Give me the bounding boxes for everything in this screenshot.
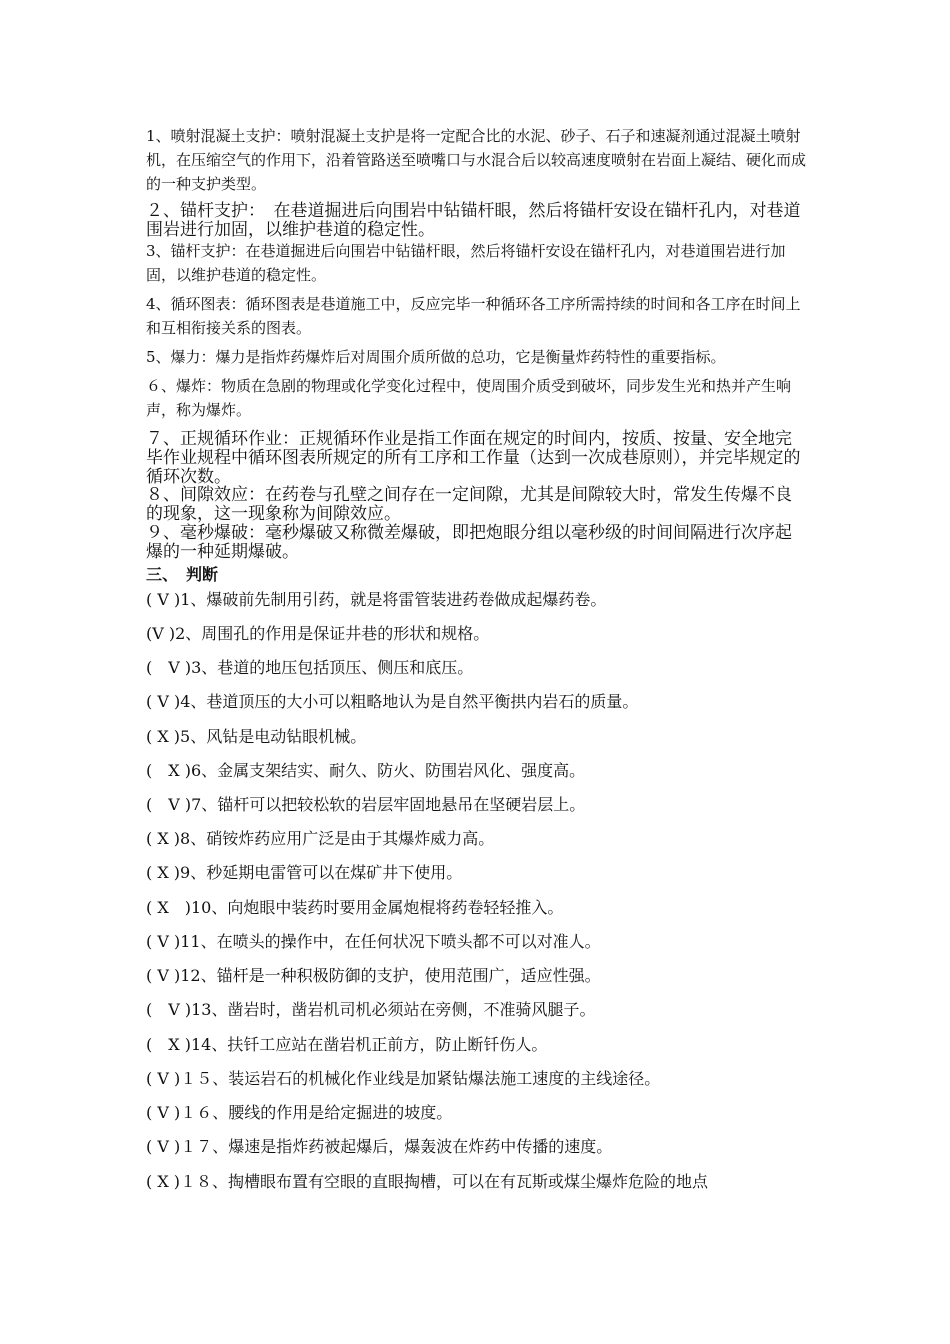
judgment-item: ( X )14、扶钎工应站在凿岩机正前方，防止断钎伤人。 bbox=[146, 1035, 548, 1054]
definition-1: 1、喷射混凝土支护：喷射混凝土支护是将一定配合比的水泥、砂子、石子和速凝剂通过混凝土喷射机，在压缩空气的作用下，沿着管路送至喷嘴口与水混合后以较高速度喷射在岩面上凝结、硬化而成的一种支护类型。 bbox=[146, 127, 807, 193]
judgment-item: ( V )13、凿岩时，凿岩机司机必须站在旁侧，不准骑风腿子。 bbox=[146, 1000, 596, 1019]
judgment-item: ( V )1、爆破前先制用引药，就是将雷管装进药卷做成起爆药卷。 bbox=[146, 590, 607, 609]
section-heading: 三、 判断 bbox=[146, 565, 219, 584]
definition-3: 3、锚杆支护：在巷道掘进后向围岩中钻锚杆眼，然后将锚杆安设在锚杆孔内，对巷道围岩进行加固，以维护巷道的稳定性。 bbox=[146, 242, 786, 284]
definition-4: 4、循环图表：循环图表是巷道施工中，反应完毕一种循环各工序所需持续的时间和各工序在时间上和互相衔接关系的图表。 bbox=[146, 295, 801, 337]
judgment-item: ( V )１７、爆速是指炸药被起爆后，爆轰波在炸药中传播的速度。 bbox=[146, 1137, 613, 1156]
definition-2: ２、锚杆支护： 在巷道掘进后向围岩中钻锚杆眼，然后将锚杆安设在锚杆孔内，对巷道围岩进行加固，以维护巷道的稳定性。 bbox=[146, 201, 801, 240]
judgment-item: ( X )１８、掏槽眼布置有空眼的直眼掏槽，可以在有瓦斯或煤尘爆炸危险的地点 bbox=[146, 1172, 709, 1191]
judgment-item: ( X )10、向炮眼中装药时要用金属炮棍将药卷轻轻推入。 bbox=[146, 898, 564, 917]
judgment-item: ( X )8、硝铵炸药应用广泛是由于其爆炸威力高。 bbox=[146, 829, 495, 848]
judgment-item: ( V )１６、腰线的作用是给定掘进的坡度。 bbox=[146, 1103, 453, 1122]
judgment-item: ( V )3、巷道的地压包括顶压、侧压和底压。 bbox=[146, 658, 474, 677]
judgment-item: ( V )11、在喷头的操作中，在任何状况下喷头都不可以对准人。 bbox=[146, 932, 601, 951]
definition-6: ６、爆炸：物质在急剧的物理或化学变化过程中，使周围介质受到破坏，同步发生光和热并产生响声，称为爆炸。 bbox=[146, 377, 792, 419]
judgment-item: ( X )6、金属支架结实、耐久、防火、防围岩风化、强度高。 bbox=[146, 761, 586, 780]
judgment-item: ( V )7、锚杆可以把较松软的岩层牢固地悬吊在坚硬岩层上。 bbox=[146, 795, 586, 814]
judgment-item: ( V )１５、装运岩石的机械化作业线是加紧钻爆法施工速度的主线途径。 bbox=[146, 1069, 661, 1088]
judgment-item: ( X )5、风钻是电动钻眼机械。 bbox=[146, 727, 367, 746]
judgment-item: ( V )4、巷道顶压的大小可以粗略地认为是自然平衡拱内岩石的质量。 bbox=[146, 692, 639, 711]
definition-8: ８、间隙效应：在药卷与孔壁之间存在一定间隙，尤其是间隙较大时，常发生传爆不良的现象，这一现象称为间隙效应。 bbox=[146, 485, 792, 524]
definition-7: ７、正规循环作业：正规循环作业是指工作面在规定的时间内，按质、按量、安全地完毕作业规程中循环图表所规定的所有工序和工作量（达到一次成巷原则），并完毕规定的循环次数。 bbox=[146, 429, 801, 487]
judgment-item: ( V )12、锚杆是一种积极防御的支护，使用范围广，适应性强。 bbox=[146, 966, 601, 985]
judgment-item: (V )2、周围孔的作用是保证井巷的形状和规格。 bbox=[146, 624, 490, 643]
definition-5: 5、爆力：爆力是指炸药爆炸后对周围介质所做的总功，它是衡量炸药特性的重要指标。 bbox=[146, 348, 726, 366]
definition-9: ９、毫秒爆破：毫秒爆破又称微差爆破，即把炮眼分组以毫秒级的时间间隔进行次序起爆的一种延期爆破。 bbox=[146, 523, 792, 562]
judgment-item: ( X )9、秒延期电雷管可以在煤矿井下使用。 bbox=[146, 863, 463, 882]
